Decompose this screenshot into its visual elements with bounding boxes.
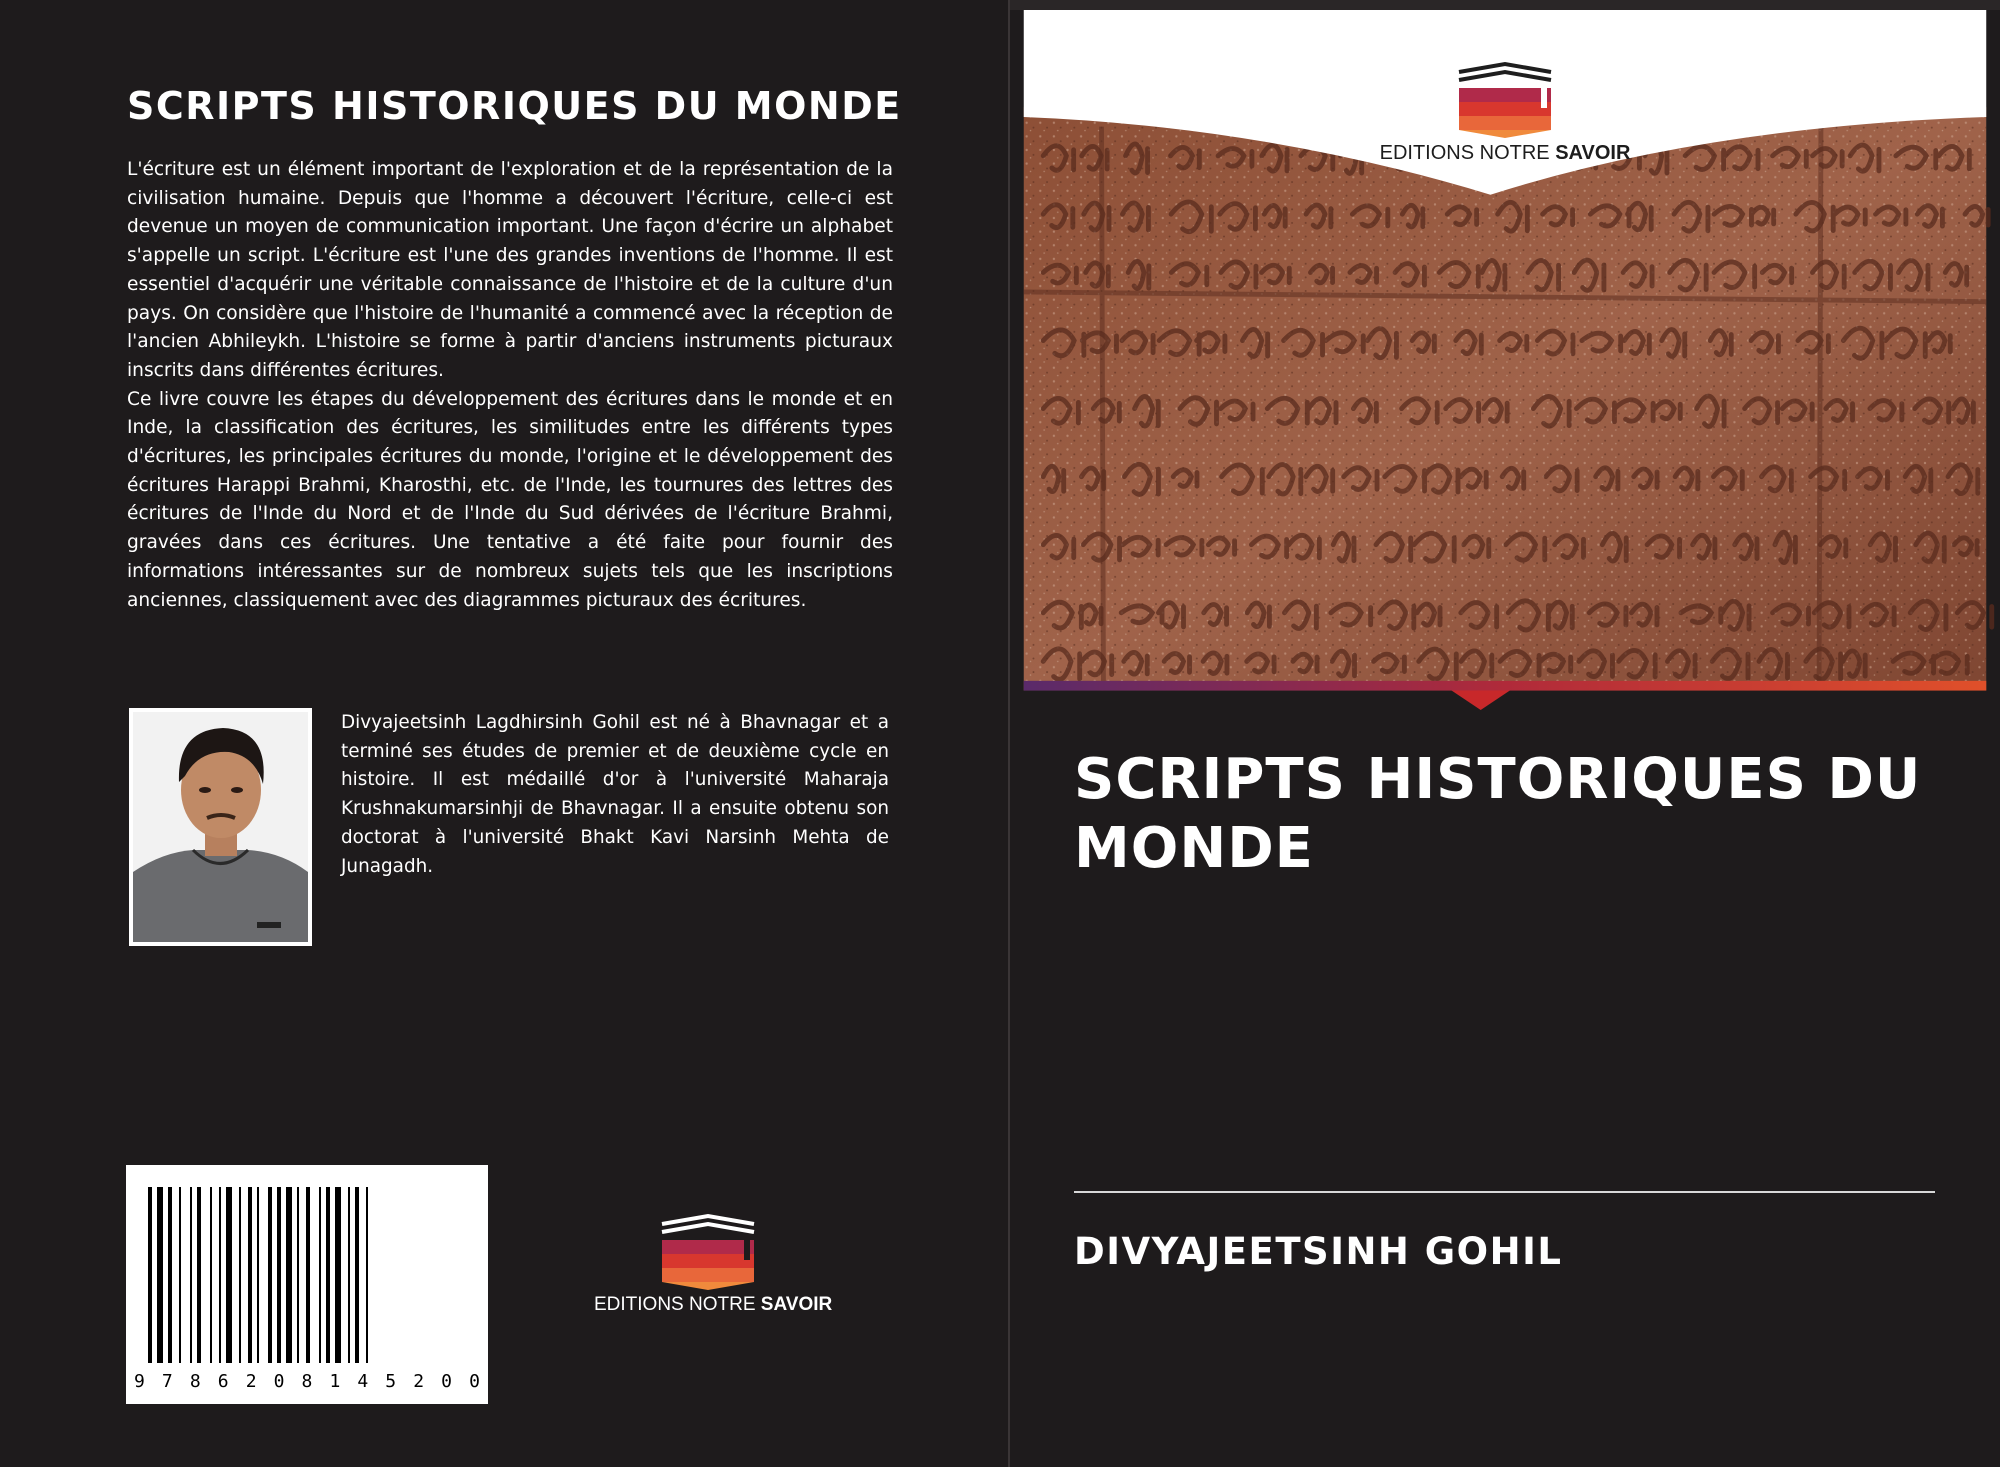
barcode-digit: 2 bbox=[245, 1371, 257, 1392]
barcode-digit: 8 bbox=[189, 1371, 201, 1392]
barcode-digit: 9 bbox=[134, 1371, 145, 1392]
front-cover bbox=[1010, 10, 2000, 1467]
publisher-name-front: EDITIONS NOTRE SAVOIR bbox=[1379, 142, 1631, 164]
book-stack-icon bbox=[1455, 60, 1555, 138]
barcode-digit: 0 bbox=[441, 1371, 452, 1392]
author-name: DIVYAJEETSINH GOHIL bbox=[1074, 1230, 1563, 1273]
publisher-logo-front bbox=[1340, 60, 1670, 165]
barcode-digit: 1 bbox=[329, 1371, 341, 1392]
author-photo bbox=[129, 708, 312, 946]
book-blurb bbox=[127, 156, 893, 615]
publisher-name-back: EDITIONS NOTRE SAVOIR bbox=[594, 1294, 833, 1315]
blurb-paragraph-1: L'écriture est un élément important de l'exploration et de la représentation de la civilisation humaine. Depuis que l'homme a découvert l'écriture, celle-ci est devenue un moyen de communication important. Une façon d'écrire un alphabet s'appelle un script. L'écriture est l'une des grandes inventions de l'homme. Il est essentiel d'acquérir une véritable connaissance de l'histoire et de la culture d'un pays. On considère que l'histoire de l'humanité a commencé avec la réception de l'ancien Abhileykh. L'histoire se forme à partir d'anciens instruments picturaux inscrits dans différentes écritures. bbox=[127, 159, 893, 381]
barcode-digit: 5 bbox=[385, 1371, 397, 1392]
barcode-digit: 2 bbox=[413, 1371, 425, 1392]
barcode-digit: 7 bbox=[161, 1371, 173, 1392]
barcode-bars bbox=[126, 1165, 488, 1404]
author-bio: Divyajeetsinh Lagdhirsinh Gohil est né à Bhavnagar et a terminé ses études de premier et de deuxième cycle en histoire. Il est médaillé d'or à l'université Maharaja Krushnakumarsinhji de Bhavnagar. Il a ensuite obtenu son doctorat à l'université Bhakt Kavi Narsinh Mehta de Junagadh. bbox=[341, 712, 889, 877]
front-cover-title: SCRIPTS HISTORIQUES DU MONDE bbox=[1074, 747, 1922, 881]
blurb-paragraph-2: Ce livre couvre les étapes du développement des écritures dans le monde et en Inde, la classification des écritures, les similitudes entre les différents types d'écritures, les principales écritures du monde, l'origine et le développement des écritures Harappi Brahmi, Kharosthi, etc. de l'Inde, les tournures des lettres des écritures de l'Inde du Nord et de l'Inde du Sud dérivées de l'écriture Brahmi, gravées dans ces écritures. Une tentative a été faite pour fournir des informations intéressantes sur de nombreux sujets tels que les inscriptions anciennes, classiquement avec des diagrammes picturaux des écritures. bbox=[127, 388, 893, 611]
publisher-logo-back bbox=[594, 1208, 833, 1328]
barcode-digit: 0 bbox=[469, 1371, 480, 1392]
barcode-digit: 4 bbox=[357, 1371, 369, 1392]
book-stack-icon bbox=[594, 1208, 824, 1290]
barcode-digit: 8 bbox=[301, 1371, 313, 1392]
barcode-digit: 6 bbox=[217, 1371, 229, 1392]
barcode-digits bbox=[134, 1371, 480, 1392]
barcode-digit: 0 bbox=[273, 1371, 285, 1392]
back-cover-title: SCRIPTS HISTORIQUES DU MONDE bbox=[127, 84, 902, 128]
isbn-barcode bbox=[126, 1165, 488, 1404]
title-divider bbox=[1074, 1191, 1935, 1193]
